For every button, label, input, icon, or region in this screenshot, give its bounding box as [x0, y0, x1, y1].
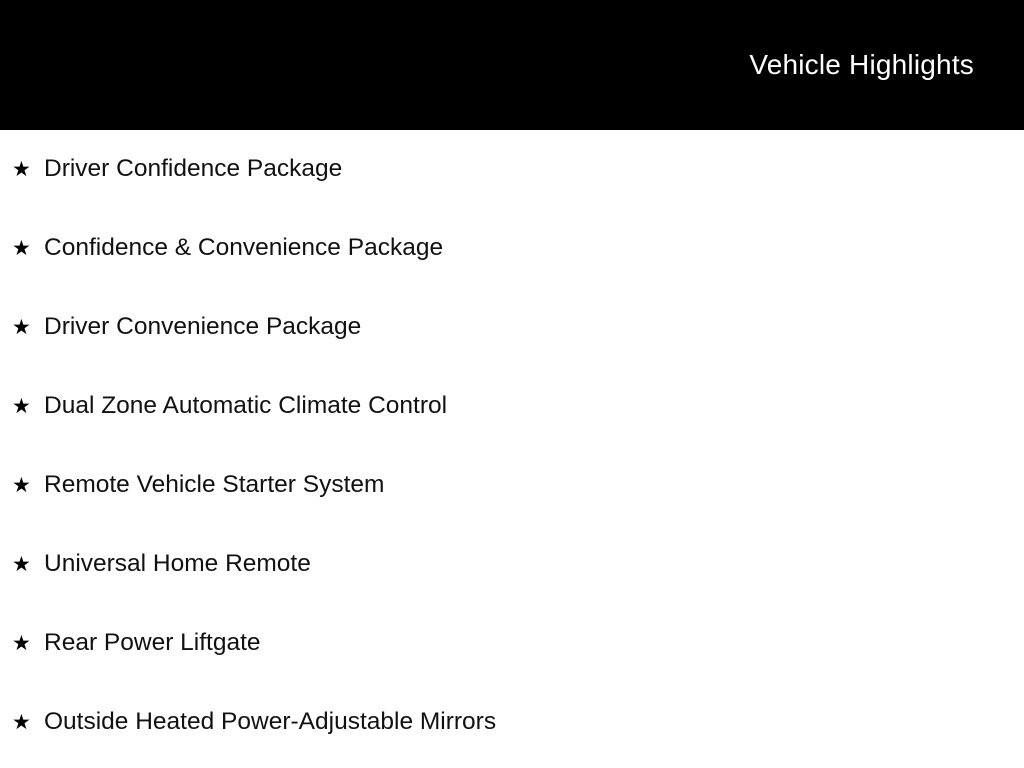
- star-icon: ★: [12, 237, 31, 260]
- list-item: [0, 288, 1024, 367]
- list-item: [0, 525, 1024, 604]
- highlight-label: Dual Zone Automatic Climate Control: [44, 392, 448, 420]
- list-item: [0, 209, 1024, 288]
- list-item: [0, 604, 1024, 683]
- star-icon: ★: [12, 395, 31, 418]
- page-title: Vehicle Highlights: [749, 49, 974, 80]
- star-icon: ★: [12, 158, 31, 181]
- highlights-list: [0, 130, 1024, 762]
- star-icon: ★: [12, 316, 31, 339]
- highlight-label: Confidence & Convenience Package: [44, 234, 444, 262]
- highlight-label: Remote Vehicle Starter System: [44, 471, 385, 499]
- highlight-label: Outside Heated Power-Adjustable Mirrors: [44, 708, 497, 736]
- highlight-label: Driver Confidence Package: [44, 155, 343, 183]
- list-item: [0, 446, 1024, 525]
- list-item: [0, 130, 1024, 209]
- star-icon: ★: [12, 632, 31, 655]
- highlight-label: Rear Power Liftgate: [44, 629, 261, 657]
- star-icon: ★: [12, 474, 31, 497]
- star-icon: ★: [12, 553, 31, 576]
- star-icon: ★: [12, 711, 31, 734]
- highlight-label: Universal Home Remote: [44, 550, 311, 578]
- list-item: [0, 367, 1024, 446]
- list-item: [0, 683, 1024, 762]
- highlight-label: Driver Convenience Package: [44, 313, 362, 341]
- header-bar: [0, 0, 1024, 130]
